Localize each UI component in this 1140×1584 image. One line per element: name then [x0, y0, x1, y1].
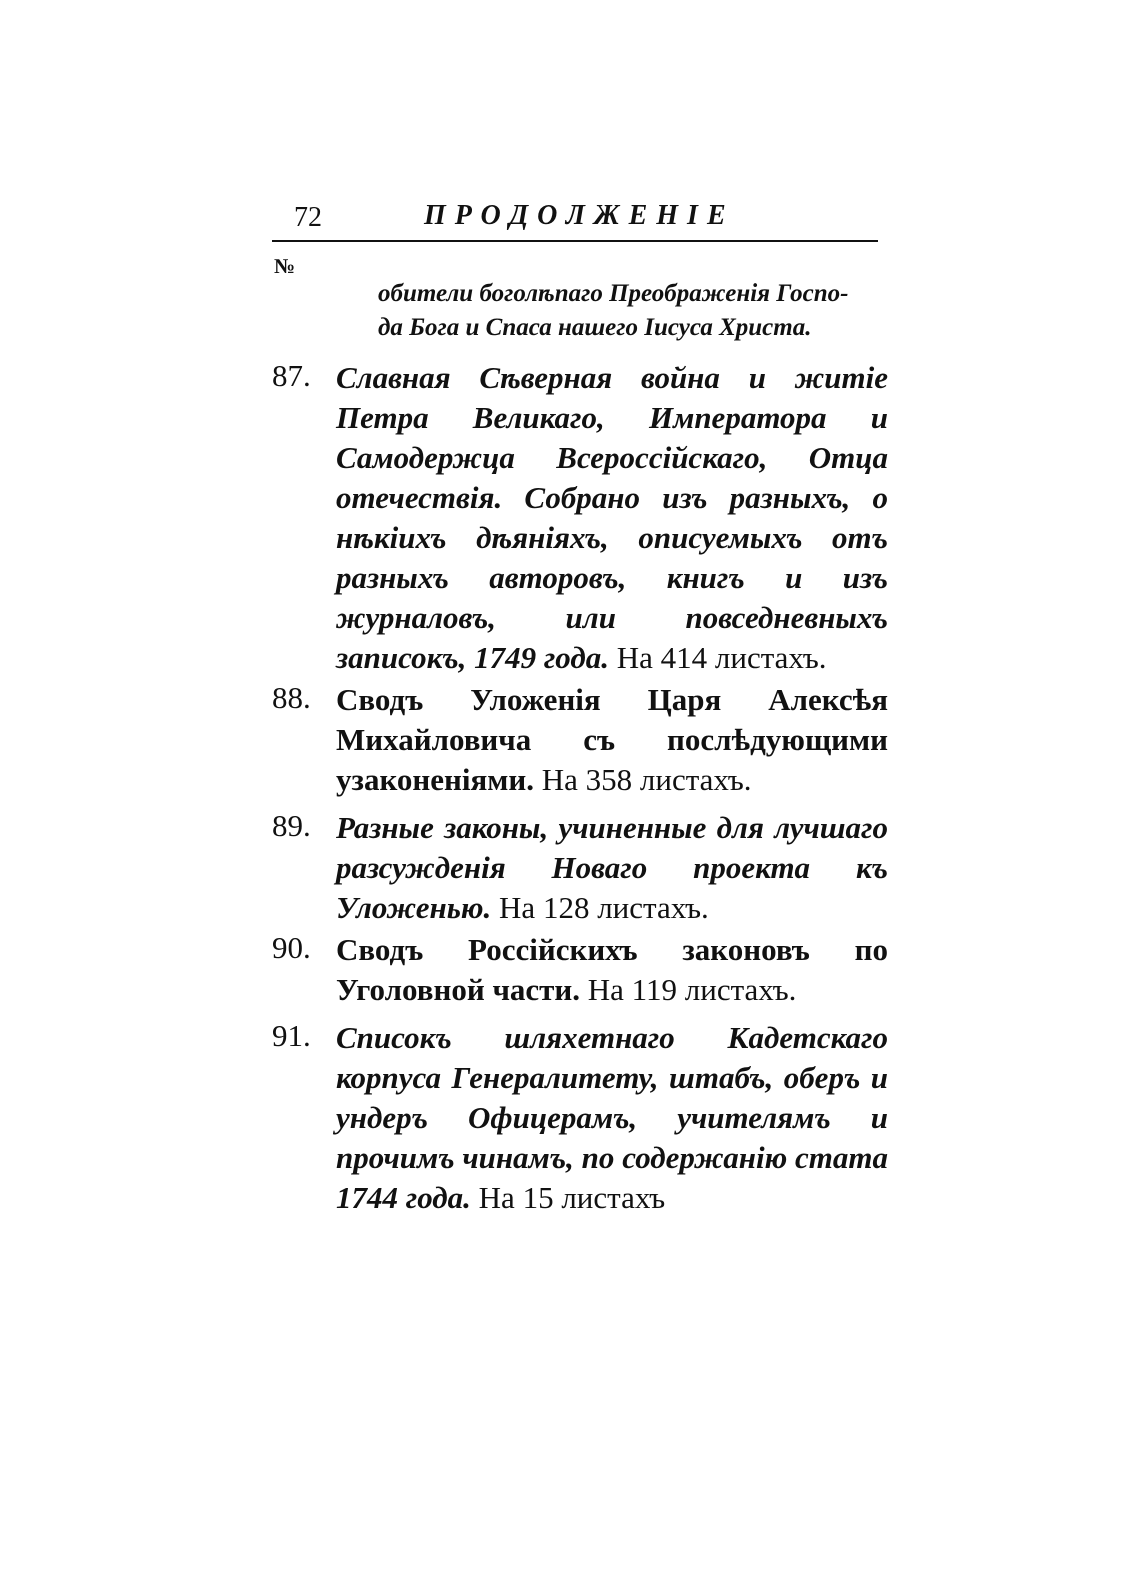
entry-sheets: На 119 листахъ. [587, 972, 797, 1007]
entry-title: Разные законы, учиненные для лучшаго разсужденія Новаго проекта къ Уложенью. [336, 810, 888, 925]
running-title: ПРОДОЛЖЕНІЕ [424, 200, 735, 231]
header-rule [272, 240, 878, 242]
entry-text [336, 1018, 888, 1218]
entry-sheets: На 358 листахъ. [541, 762, 752, 797]
entry-sheets: На 15 листахъ [478, 1180, 666, 1215]
entry-number: 88. [272, 680, 311, 715]
entry-number: 91. [272, 1018, 311, 1053]
entry-title: Сводъ Уложенія Царя Алексѣя Михайловича съ послѣдующими узаконеніями. [336, 682, 888, 797]
entry-text [336, 930, 888, 1010]
number-column-label: № [274, 254, 296, 278]
entry-sheets: На 414 листахъ. [616, 640, 827, 675]
entry-number: 87. [272, 358, 311, 393]
page-number: 72 [294, 202, 322, 233]
continuation-line-2: да Бога и Спаса нашего Іисуса Христа. [378, 314, 812, 341]
entry-sheets: На 128 листахъ. [499, 890, 709, 925]
entry-title: Списокъ шляхетнаго Кадетскаго корпуса Генералитету, штабъ, оберъ и ундеръ Офицерамъ, учителямъ и прочимъ чинамъ, по содержанію стата 1744 года. [336, 1020, 888, 1215]
running-head [272, 196, 878, 240]
entry-number: 90. [272, 930, 311, 965]
entry-text [336, 680, 888, 800]
entry-number: 89. [272, 808, 311, 843]
entry-title: Сводъ Россійскихъ законовъ по Уголовной части. [336, 932, 888, 1007]
continuation-line-1: обители боголѣпаго Преображенія Госпо- [378, 280, 849, 307]
entry-text [336, 808, 888, 928]
entry-text [336, 358, 888, 678]
entry-title: Славная Сѣверная война и житіе Петра Великаго, Императора и Самодержца Всероссійскаго, Отца отечествія. Собрано изъ разныхъ, о нѣкіихъ дѣяніяхъ, описуемыхъ отъ разныхъ авторовъ, книгъ и изъ журналовъ, или повседневныхъ записокъ, 1749 года. [336, 360, 888, 675]
